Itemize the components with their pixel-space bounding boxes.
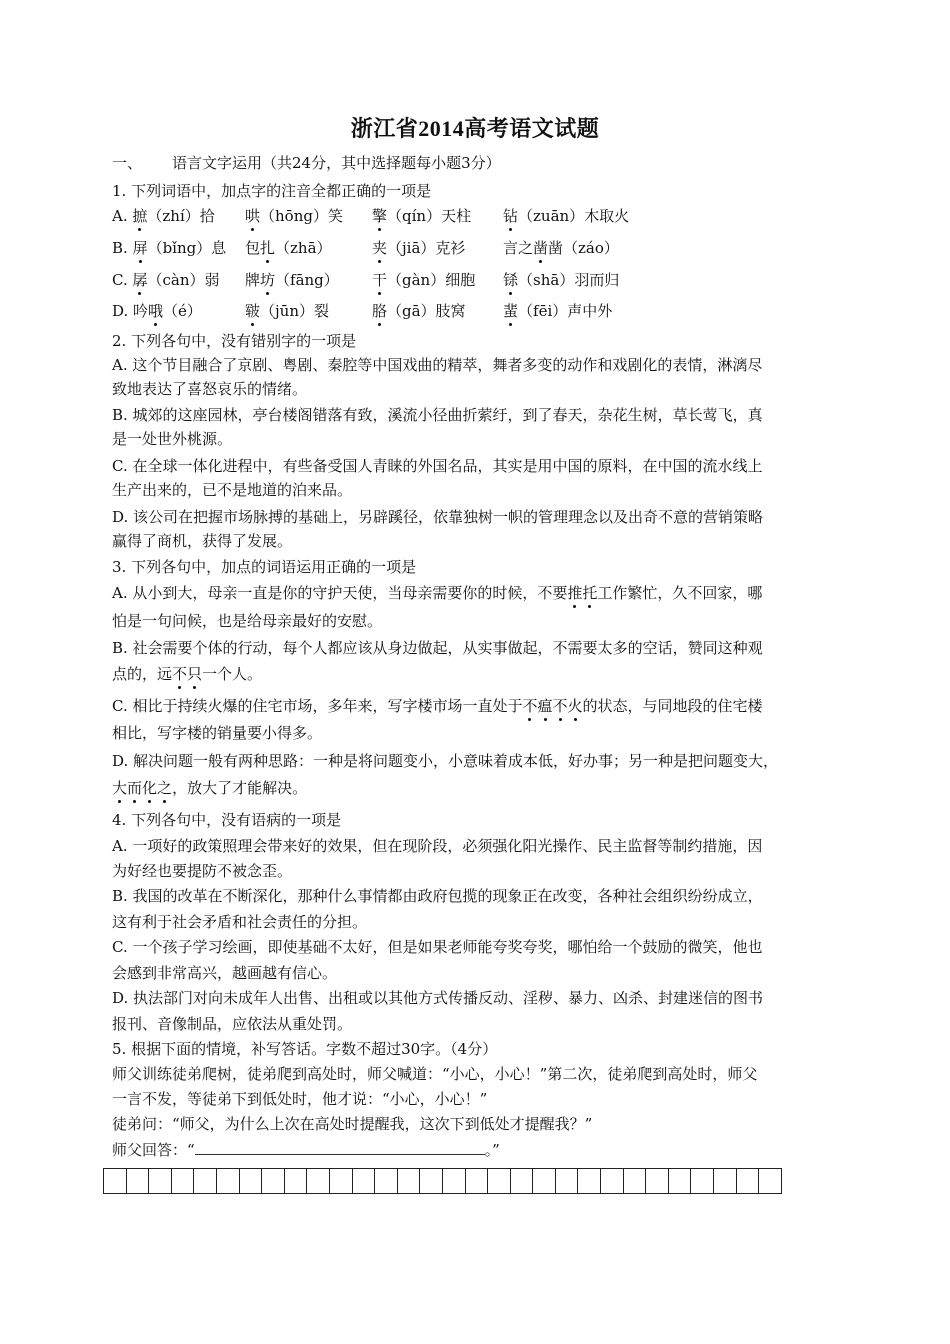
dotted-word [172,665,202,683]
answer-grid[interactable] [103,1168,782,1194]
q2-option-b-cont: 是一处世外桃源。 [112,430,233,448]
q4-option-b: B. 我国的改革在不断深化，那种什么事情都由政府包揽的现象正在改变，各种社会组织纷纷成立， [112,887,763,905]
q3-option-c-cont: 相比，写字楼的销量要小得多。 [112,724,323,742]
answer-grid-cell[interactable] [737,1168,760,1194]
section-heading: 一、 语言文字运用（共24分，其中选择题每小题3分） [112,154,501,172]
answer-grid-cell[interactable] [353,1168,376,1194]
dotted-char: 孱 [132,271,148,289]
answer-grid-cell[interactable] [466,1168,489,1194]
answer-grid-cell[interactable] [691,1168,714,1194]
dotted-char: 只 [187,665,203,683]
q3-option-b-cont: 点的，远不只一个人。 [112,665,263,683]
q3-option-c: C. 相比于持续火爆的住宅市场，多年来，写字楼市场一直处于不瘟不火的状态，与同地段的住宅楼 [112,697,763,715]
q2-option-d-cont: 赢得了商机，获得了发展。 [112,532,293,550]
answer-grid-cell[interactable] [398,1168,421,1194]
q1-option-a-item: 擎（qín）天柱 [372,207,472,225]
q4-option-c: C. 一个孩子学习绘画，即使基础不太好，但是如果老师能夸奖夸奖，哪怕给一个鼓励的微笑，他也 [112,938,763,956]
dotted-char: 钻 [503,207,519,225]
answer-grid-cell[interactable] [172,1168,195,1194]
q2-option-c-cont: 生产出来的，已不是地道的泊来品。 [112,481,353,499]
dotted-char: 推 [567,584,583,602]
q5-context: 师父训练徒弟爬树，徒弟爬到高处时，师父喊道：“小心，小心！”第二次，徒弟爬到高处时，师父 [112,1065,758,1083]
q4-option-d: D. 执法部门对向未成年人出售、出租或以其他方式传播反动、淫秽、暴力、凶杀、封建迷信的图书 [112,989,764,1007]
dotted-word [522,697,582,715]
q5-context-cont: 一言不发，等徒弟下到低处时，他才说：“小心，小心！” [112,1090,488,1108]
dotted-char: 夹 [372,239,388,257]
q1-option-a-item: 钻（zuān）木取火 [503,207,630,225]
dotted-char: 火 [567,697,583,715]
q4-stem: 4. 下列各句中，没有语病的一项是 [112,811,342,829]
q3-option-a: A. 从小到大，母亲一直是你的守护天使，当母亲需要你的时候，不要推托工作繁忙，久不回家，哪 [112,584,763,602]
answer-grid-cell[interactable] [759,1168,782,1194]
answer-blank[interactable] [195,1140,485,1155]
dotted-char: 坊 [260,271,276,289]
q1-option-d-item: 胳（gā）肢窝 [372,302,466,320]
q3-option-b: B. 社会需要个体的行动，每个人都应该从身边做起，从实事做起，不需要太多的空话，赞同这种观 [112,639,763,657]
answer-grid-cell[interactable] [330,1168,353,1194]
answer-grid-cell[interactable] [624,1168,647,1194]
dotted-char: 凿 [533,239,549,257]
q1-option-a-item: A. 摭（zhí）拾 [112,207,215,225]
answer-grid-cell[interactable] [601,1168,624,1194]
answer-grid-cell[interactable] [217,1168,240,1194]
dotted-char: 不 [522,697,538,715]
answer-grid-cell[interactable] [714,1168,737,1194]
dotted-word [112,779,172,797]
dotted-char: 之 [157,779,173,797]
q3-option-d-cont: 大而化之，放大了才能解决。 [112,779,308,797]
answer-grid-cell[interactable] [149,1168,172,1194]
q1-option-a-item: 哄（hōng）笑 [245,207,343,225]
q1-option-b-item: B. 屏（bǐng）息 [112,239,227,257]
dotted-char: 擎 [372,207,388,225]
answer-grid-cell[interactable] [511,1168,534,1194]
dotted-char: 瘟 [537,697,553,715]
dotted-char: 而 [127,779,143,797]
q4-option-c-cont: 会感到非常高兴，越画越有信心。 [112,964,338,982]
answer-grid-cell[interactable] [443,1168,466,1194]
answer-grid-cell[interactable] [307,1168,330,1194]
q3-option-a-cont: 怕是一句问候，也是给母亲最好的安慰。 [112,612,383,630]
dotted-char: 大 [112,779,128,797]
q2-option-b: B. 城郊的这座园林，亭台楼阁错落有致，溪流小径曲折萦纡，到了春天，杂花生树，草长莺飞，真 [112,406,763,424]
answer-grid-cell[interactable] [240,1168,263,1194]
q1-option-c-item: 干（gàn）细胞 [372,271,476,289]
q1-option-c-item: 牌坊（fāng） [245,271,339,289]
q1-option-d-item: 蜚（fēi）声中外 [503,302,613,320]
dotted-char: 摭 [132,207,148,225]
dotted-char: 干 [372,271,388,289]
q4-option-d-cont: 报刊、音像制品，应依法从重处罚。 [112,1015,353,1033]
q2-option-c: C. 在全球一体化进程中，有些备受国人青睐的外国名品，其实是用中国的原料，在中国的流水线上 [112,457,763,475]
dotted-char: 屏 [132,239,148,257]
dotted-char: 哄 [245,207,261,225]
q3-stem: 3. 下列各句中，加点的词语运用正确的一项是 [112,558,417,576]
q2-stem: 2. 下列各句中，没有错别字的一项是 [112,332,357,350]
dotted-char: 胳 [372,302,388,320]
dotted-char: 铩 [503,271,519,289]
page-title: 浙江省2014高考语文试题 [350,116,600,141]
answer-grid-cell[interactable] [669,1168,692,1194]
q1-stem: 1. 下列词语中，加点字的注音全都正确的一项是 [112,182,432,200]
dotted-word [567,584,597,602]
q1-option-c-item: C. 孱（càn）弱 [112,271,220,289]
answer-grid-cell[interactable] [646,1168,669,1194]
answer-grid-cell[interactable] [375,1168,398,1194]
answer-grid-cell[interactable] [104,1168,127,1194]
dotted-char: 托 [582,584,598,602]
q5-answer-line: 师父回答：“ 。” [112,1141,500,1159]
answer-grid-cell[interactable] [127,1168,150,1194]
q2-option-d: D. 该公司在把握市场脉搏的基础上，另辟蹊径，依靠独树一帜的管理理念以及出奇不意的营销策略 [112,508,764,526]
q4-option-a: A. 一项好的政策照理会带来好的效果，但在现阶段，必须强化阳光操作、民主监督等制约措施，因 [112,837,763,855]
q1-option-d-item: 皲（jūn）裂 [245,302,329,320]
q5-stem: 5. 根据下面的情境，补写答话。字数不超过30字。（4分） [112,1040,498,1058]
q2-option-a-cont: 致地表达了喜怒哀乐的情绪。 [112,380,308,398]
answer-grid-cell[interactable] [420,1168,443,1194]
q5-question: 徒弟问：“师父，为什么上次在高处时提醒我，这次下到低处才提醒我？” [112,1115,593,1133]
dotted-char: 化 [142,779,158,797]
answer-grid-cell[interactable] [533,1168,556,1194]
dotted-char: 不 [552,697,568,715]
q4-option-b-cont: 这有利于社会矛盾和社会责任的分担。 [112,913,368,931]
q1-option-d-item: D. 吟哦（é） [112,302,202,320]
dotted-char: 蜚 [503,302,519,320]
q2-option-a: A. 这个节目融合了京剧、粤剧、秦腔等中国戏曲的精萃，舞者多变的动作和戏剧化的表情，淋漓尽 [112,356,763,374]
q1-option-b-item: 夹（jiā）克衫 [372,239,466,257]
q3-option-d: D. 解决问题一般有两种思路：一种是将问题变小，小意味着成本低，好办事；另一种是把问题变大， [112,752,779,770]
q1-option-b-item: 言之凿凿（záo） [503,239,619,257]
answer-grid-cell[interactable] [556,1168,579,1194]
q4-option-a-cont: 为好经也要提防不被念歪。 [112,862,293,880]
dotted-char: 哦 [148,302,164,320]
answer-grid-cell[interactable] [194,1168,217,1194]
dotted-char: 皲 [245,302,261,320]
q1-option-b-item: 包扎（zhā） [245,239,332,257]
q1-option-c-item: 铩（shā）羽而归 [503,271,620,289]
answer-grid-cell[interactable] [578,1168,601,1194]
answer-grid-cell[interactable] [262,1168,285,1194]
answer-grid-cell[interactable] [488,1168,511,1194]
answer-grid-cell[interactable] [285,1168,308,1194]
dotted-char: 扎 [260,239,276,257]
dotted-char: 不 [172,665,188,683]
